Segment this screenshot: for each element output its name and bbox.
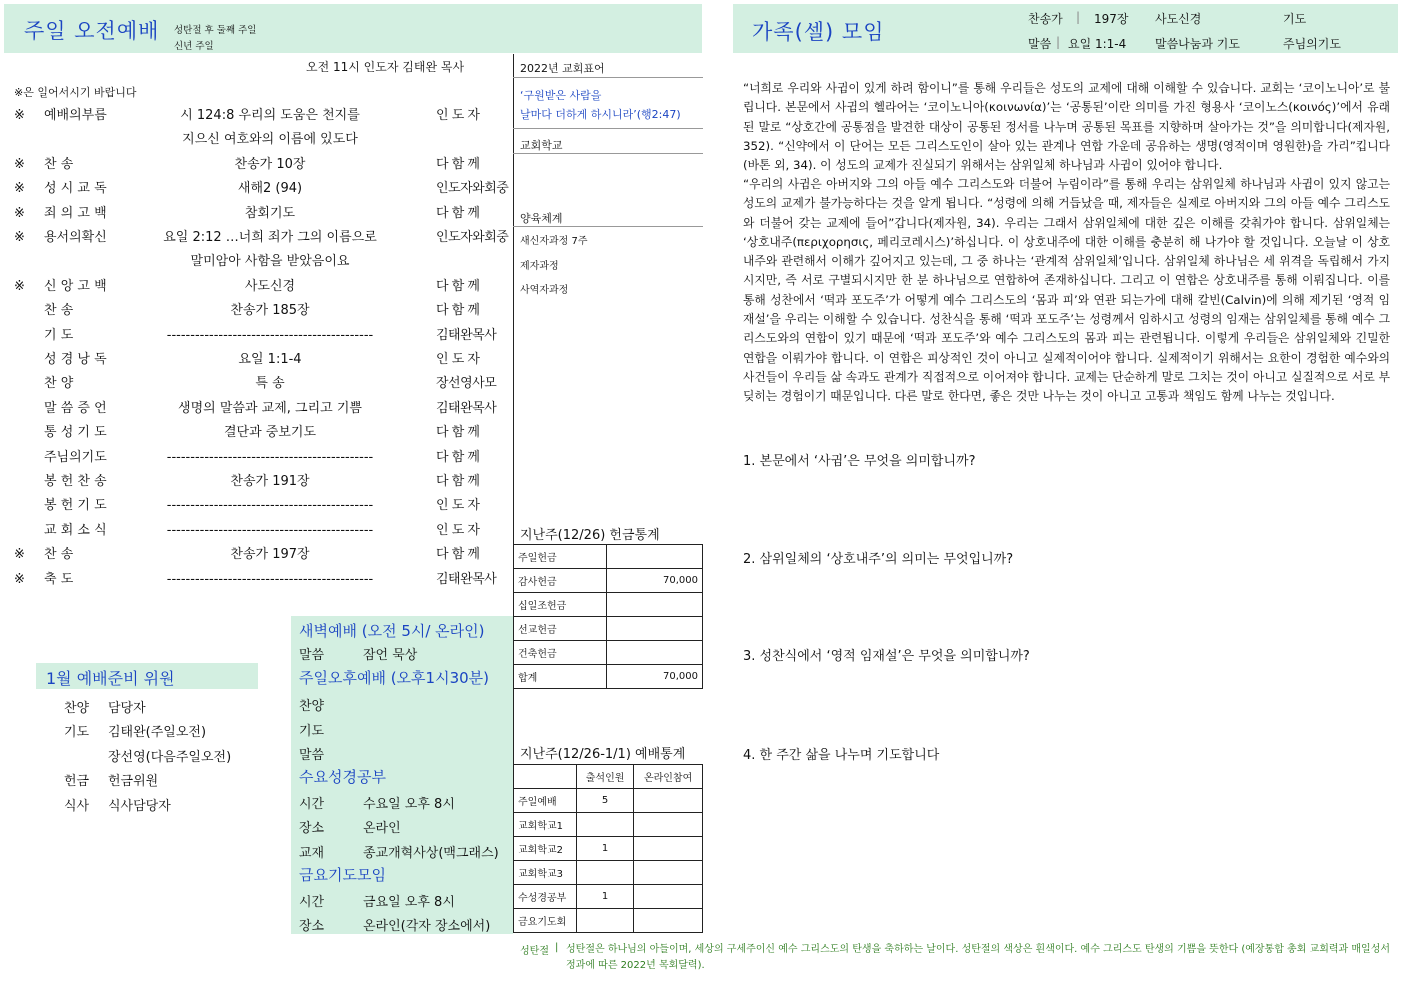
attendance-label: 수성경공부 <box>514 885 577 909</box>
pm-title: 주일오후예배 (오후1시30분) <box>299 669 490 687</box>
offering-label: 감사헌금 <box>514 569 607 593</box>
order-content: 참회기도 <box>244 205 296 221</box>
order-leader: 다 함 께 <box>436 425 480 441</box>
order-row <box>0 446 513 470</box>
stand-note: ※은 일어서시기 바랍니다 <box>14 86 137 99</box>
order-mark: ※ <box>14 278 25 294</box>
order-mark: ※ <box>14 156 25 172</box>
order-mark: ※ <box>14 547 25 563</box>
nurture-label: 양육체계 <box>520 212 563 225</box>
committee-role: 헌금 <box>64 774 90 790</box>
order-leader: 인 도 자 <box>436 522 480 538</box>
order-item: 죄 의 고 백 <box>44 205 107 221</box>
attendance-col-header: 출석인원 <box>577 765 634 789</box>
attendance-present <box>577 861 634 885</box>
offering-label: 선교헌금 <box>514 617 607 641</box>
motto-divider-3 <box>513 153 703 154</box>
dawn-label: 말씀 <box>299 648 325 663</box>
order-content: 찬송가 185장 <box>230 303 310 319</box>
order-content: 찬송가 197장 <box>230 547 310 563</box>
committee-name: 장선영(다음주일오전) <box>108 749 232 765</box>
body-paragraph-1: “너희로 우리와 사귐이 있게 하려 함이니”를 통해 우리들은 성도의 교제에 대해 이해할 수 있습니다. 교회는 ‘코이노니아’로 불립니다. 본문에서 사귐의 헬라어는 ‘코이노니아(κοινωνία)’는 ‘공통된’이란 의미를 가진 형용사 ‘코이노스(κοινός)’에서 유래된 말로 “상호간에 공통점을 발견한 대상이 공통된 정서를 나누며 공통된 목표를 지향하며 살아가는 것”을 의미합니다(제자원, 352). “신약에서 이 단어는 모든 그리스도인이 살아 있는 관계나 연합 가운데 공유하는 생명(영적이며 영원한)을 가리”킵니다(바톤 외, 34). 이 성도의 교제가 진실되기 위해서는 삼위일체 하나님과 사귐이 있어야 합니다. <box>743 81 1390 173</box>
committee-role: 기도 <box>64 725 90 741</box>
order-row <box>0 250 513 274</box>
order-row <box>0 421 513 445</box>
wed-value: 온라인 <box>363 821 401 836</box>
question-1: 1. 본문에서 ‘사귐’은 무엇을 의미합니까? <box>743 454 976 469</box>
attendance-present <box>577 909 634 933</box>
order-leader: 인도자와회중 <box>436 181 509 197</box>
order-leader: 다 함 께 <box>436 156 480 172</box>
order-leader: 다 함 께 <box>436 205 480 221</box>
order-content: -------------------------------------------- <box>166 327 374 343</box>
order-item: 신 앙 고 백 <box>44 278 107 294</box>
order-content: 요일 1:1-4 <box>238 352 302 367</box>
order-content: 요일 2:12 …너희 죄가 그의 이름으로 <box>163 230 377 245</box>
nurture-item: 제자과정 <box>520 261 559 272</box>
order-leader: 김태완목사 <box>436 400 497 416</box>
order-content: 특 송 <box>255 376 285 392</box>
order-mark: ※ <box>14 571 25 587</box>
question-2: 2. 삼위일체의 ‘상호내주’의 의미는 무엇입니까? <box>743 552 1014 567</box>
order-content: -------------------------------------------- <box>166 498 374 514</box>
order-item: 축 도 <box>44 571 74 587</box>
order-row <box>0 397 513 421</box>
order-item: 교 회 소 식 <box>44 522 107 538</box>
order-leader: 김태완목사 <box>436 571 497 587</box>
order-content: 생명의 말씀과 교제, 그리고 기쁨 <box>178 400 362 416</box>
order-leader: 인 도 자 <box>436 108 480 123</box>
offering-amount <box>607 641 703 665</box>
order-row <box>0 177 513 201</box>
school-label: 교회학교 <box>520 139 563 152</box>
order-content: 사도신경 <box>244 278 296 294</box>
attendance-header-row <box>514 765 703 789</box>
order-leader: 다 함 께 <box>436 547 480 563</box>
offering-row <box>514 569 703 593</box>
offering-row <box>514 617 703 641</box>
order-leader: 다 함 께 <box>436 449 480 465</box>
order-content: 말미암아 사함을 받았음이요 <box>190 254 350 270</box>
order-leader: 장선영사모 <box>436 376 497 392</box>
order-item: 찬 송 <box>44 156 74 172</box>
footer-sep: | <box>555 942 559 953</box>
offering-header: 지난주(12/26) 헌금통계 <box>520 528 660 543</box>
order-row <box>0 104 513 128</box>
left-page-title: 주일 오전예배 <box>24 19 160 43</box>
committee-name: 헌금위원 <box>108 774 159 790</box>
attendance-row <box>514 885 703 909</box>
committee-name: 식사담당자 <box>108 798 171 814</box>
nurture-item: 사역자과정 <box>520 285 569 296</box>
order-row <box>0 275 513 299</box>
body-paragraph-2: “우리의 사귐은 아버지와 그의 아들 예수 그리스도와 더불어 누림이라”를 통해 우리는 삼위일체 하나님과 사귐이 있지 않고는 성도의 교제가 불가능하다는 것을 알게 됩니다. “성령에 의해 거듭났을 때, 제자들은 실제로 아버지와 그의 아들 예수 그리스도와 더불어 갖는 교제에 들어”갑니다(제자원, 34). 우리는 그래서 삼위일체에 대한 깊은 이해를 갖춰가야 합니다. 삼위일체는 ‘상호내주(περιχορησις, 페리코레시스)’하십니다. 이 상호내주에 대한 이해를 충분히 해 나가야 할 것입니다. 오늘날 이 상호내주와 관련해서 이해가 깊어지고 있는데, 그 중 하나는 ‘관계적 삼위일체’입니다. 삼위일체 하나님은 세 위격을 독립해서 가지시지만, 즉 서로 구별되시지만 한 분 하나님으로 연합하여 존재하십니다. 그리고 이 연합은 상호내주를 통해 이뤄집니다. 이를 통해 성찬에서 ‘떡과 포도주’가 어떻게 예수 그리스도의 ‘몸과 피’와 연관 되는가에 대해 칼빈(Calvin)에 의해 제기된 ‘영적 임재설’을 우리는 이해할 수 있습니다. 성찬식을 통해 ‘떡과 포도주’는 성령께서 임하시고 성령의 임재는 삼위일체를 통해 예수 그리스도와의 연합이 있기 때문에 ‘떡과 포도주’와 예수 그리스도의 몸과 피는 관련됩니다. 이렇게 우리들은 삼위일체와 긴밀한 연합을 이뤄가야 합니다. 이 연합은 피상적인 것이 아니고 실제적이어야 합니다. 실제적이기 위해서는 요한이 경험한 예수와의 사건들이 우리들 삶 속과도 관계가 직접적으로 이어져야 합니다. 교제는 단순하게 말로 그치는 것이 아니고 실질적으로 서로 부딪히는 경험이기 때문입니다. 다른 말로 한다면, 좋은 것만 나누는 것이 아니고 고통과 책임도 함께 나누는 것입니다. <box>743 177 1390 404</box>
order-row <box>0 568 513 592</box>
order-row <box>0 226 513 250</box>
order-content: 새해2 (94) <box>237 181 303 197</box>
offering-label: 합계 <box>514 665 607 689</box>
offering-amount: 70,000 <box>607 665 703 689</box>
order-item: 찬 송 <box>44 547 74 563</box>
attendance-present: 1 <box>577 885 634 909</box>
attendance-present: 5 <box>577 789 634 813</box>
attendance-online <box>634 909 703 933</box>
order-content: -------------------------------------------- <box>166 571 374 587</box>
attendance-row <box>514 861 703 885</box>
offering-table <box>513 544 703 689</box>
motto-divider <box>513 77 703 78</box>
order-mark: ※ <box>14 230 25 245</box>
attendance-label: 교회학교3 <box>514 861 577 885</box>
wed-label: 시간 <box>299 797 325 812</box>
order-item: 기 도 <box>44 327 74 343</box>
order-row <box>0 324 513 348</box>
attendance-col-header: 온라인참여 <box>634 765 703 789</box>
offering-amount <box>607 617 703 641</box>
attendance-row <box>514 813 703 837</box>
attendance-present <box>577 813 634 837</box>
motto-divider-4 <box>513 226 703 227</box>
offering-amount <box>607 593 703 617</box>
attendance-online <box>634 885 703 909</box>
attendance-online <box>634 789 703 813</box>
motto-divider-2 <box>513 128 703 129</box>
order-content: -------------------------------------------- <box>166 449 374 465</box>
motto-line-1: ‘구원받은 사람을 <box>520 89 602 102</box>
fri-label: 시간 <box>299 895 325 910</box>
committee-role: 식사 <box>64 798 90 814</box>
offering-label: 건축헌금 <box>514 641 607 665</box>
offering-label: 주일헌금 <box>514 545 607 569</box>
lords-prayer-label: 주님의기도 <box>1283 37 1341 51</box>
offering-row <box>514 545 703 569</box>
committee-title: 1월 예배준비 위원 <box>46 669 175 688</box>
attendance-label: 교회학교1 <box>514 813 577 837</box>
order-leader: 김태완목사 <box>436 327 497 343</box>
order-leader: 다 함 께 <box>436 278 480 294</box>
order-mark: ※ <box>14 181 25 197</box>
committee-role: 찬양 <box>64 701 90 716</box>
order-content: 지으신 여호와의 이름에 있도다 <box>182 132 358 148</box>
attendance-online <box>634 861 703 885</box>
nurture-item: 새신자과정 7주 <box>520 236 588 247</box>
order-content: 찬송가 191장 <box>230 474 310 489</box>
fri-value: 금요일 오후 8시 <box>363 895 455 910</box>
offering-label: 십일조헌금 <box>514 593 607 617</box>
order-leader: 인 도 자 <box>436 498 480 514</box>
hymn-value: 197장 <box>1094 12 1129 26</box>
order-row <box>0 494 513 518</box>
order-item: 예배의부름 <box>44 108 107 123</box>
fri-value: 온라인(각자 장소에서) <box>363 919 491 934</box>
order-leader: 다 함 께 <box>436 303 480 319</box>
order-leader: 인도자와회중 <box>436 230 509 245</box>
right-page-title: 가족(셀) 모임 <box>752 20 885 44</box>
question-3: 3. 성찬식에서 ‘영적 임재설’은 무엇을 의미합니까? <box>743 649 1030 664</box>
word-value: 요일 1:1-4 <box>1068 37 1127 51</box>
attendance-online <box>634 837 703 861</box>
fri-title: 금요기도모임 <box>299 866 386 884</box>
order-row <box>0 153 513 177</box>
offering-amount: 70,000 <box>607 569 703 593</box>
order-leader: 다 함 께 <box>436 474 480 489</box>
attendance-row <box>514 909 703 933</box>
attendance-label: 교회학교2 <box>514 837 577 861</box>
attendance-row <box>514 789 703 813</box>
attendance-label: 주일예배 <box>514 789 577 813</box>
order-content: 찬송가 10장 <box>234 156 306 172</box>
attendance-corner <box>514 765 577 789</box>
order-item: 찬 양 <box>44 376 74 392</box>
wed-value: 종교개혁사상(맥그래스) <box>363 846 499 861</box>
pm-label: 말씀 <box>299 748 325 763</box>
order-content: 결단과 중보기도 <box>223 425 317 441</box>
order-item: 봉 헌 기 도 <box>44 498 107 514</box>
order-leader: 인 도 자 <box>436 352 480 367</box>
attendance-header: 지난주(12/26-1/1) 예배통계 <box>520 747 686 762</box>
committee-name: 김태완(주일오전) <box>108 725 207 741</box>
wed-title: 수요성경공부 <box>299 768 386 786</box>
order-row <box>0 128 513 152</box>
order-item: 용서의확신 <box>44 230 107 245</box>
order-mark: ※ <box>14 108 25 123</box>
share-label: 말씀나눔과 기도 <box>1155 37 1240 51</box>
dawn-title: 새벽예배 (오전 5시/ 온라인) <box>299 622 485 640</box>
order-row <box>0 470 513 494</box>
motto-line-2: 날마다 더하게 하시니라’(행2:47) <box>520 108 681 121</box>
pm-label: 기도 <box>299 724 325 739</box>
creed-label: 사도신경 <box>1155 12 1202 26</box>
dawn-value: 잠언 묵상 <box>363 648 418 663</box>
attendance-table <box>513 764 703 933</box>
offering-row <box>514 593 703 617</box>
order-content: -------------------------------------------- <box>166 522 374 538</box>
attendance-label: 금요기도회 <box>514 909 577 933</box>
order-item: 성 경 낭 독 <box>44 352 107 367</box>
order-mark: ※ <box>14 205 25 221</box>
offering-amount <box>607 545 703 569</box>
order-item: 통 성 기 도 <box>44 425 107 441</box>
word-label: 말씀 <box>1028 37 1052 51</box>
question-4: 4. 한 주간 삶을 나누며 기도합니다 <box>743 748 940 763</box>
attendance-online <box>634 813 703 837</box>
offering-row <box>514 641 703 665</box>
wed-label: 장소 <box>299 821 325 836</box>
left-subtitle-1: 성탄절 후 둘째 주일 <box>174 25 257 36</box>
order-row <box>0 202 513 226</box>
preacher-line: 오전 11시 인도자 김태완 목사 <box>306 60 465 74</box>
order-item: 말 씀 증 언 <box>44 400 107 416</box>
attendance-present: 1 <box>577 837 634 861</box>
prayer-label: 기도 <box>1283 12 1307 26</box>
order-row <box>0 519 513 543</box>
wed-label: 교재 <box>299 846 325 861</box>
committee-name: 담당자 <box>108 701 146 716</box>
footer-text: 성탄절은 하나님의 아들이며, 세상의 구세주이신 예수 그리스도의 탄생을 축하하는 날이다. 성탄절의 색상은 흰색이다. 예수 그리스도 탄생의 기쁨을 뜻한다 (예장통합 총회 교회력과 매일성서정과에 따른 2022년 목회달력). <box>566 944 1391 971</box>
motto-header: 2022년 교회표어 <box>520 62 605 75</box>
offering-row <box>514 665 703 689</box>
hymn-sep: | <box>1076 10 1081 24</box>
wed-value: 수요일 오후 8시 <box>363 797 455 812</box>
order-item: 봉 헌 찬 송 <box>44 474 107 489</box>
order-content: 시 124:8 우리의 도움은 천지를 <box>180 108 360 123</box>
order-row <box>0 372 513 396</box>
fri-label: 장소 <box>299 919 325 934</box>
attendance-row <box>514 837 703 861</box>
left-subtitle-2: 신년 주일 <box>174 41 214 52</box>
order-row <box>0 348 513 372</box>
order-item: 주님의기도 <box>44 449 107 465</box>
pm-label: 찬양 <box>299 699 325 714</box>
footer-label: 성탄절 <box>520 946 549 957</box>
order-row <box>0 543 513 567</box>
word-sep: | <box>1056 35 1061 49</box>
hymn-label: 찬송가 <box>1028 12 1063 26</box>
order-item: 성 시 교 독 <box>44 181 107 197</box>
order-item: 찬 송 <box>44 303 74 319</box>
order-row <box>0 299 513 323</box>
